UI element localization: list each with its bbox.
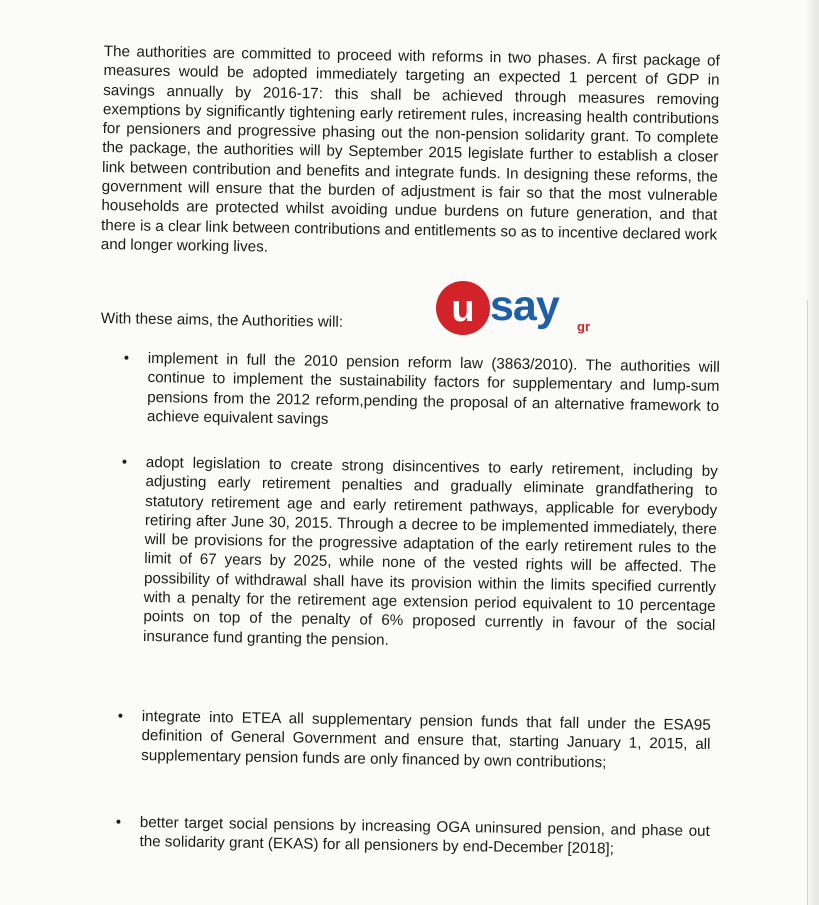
list-item (121, 453, 718, 655)
list-item-text: better target social pensions by increasing OGA uninsured pension, and phase out the solidarity grant (EKAS) for all pensioners by end-December [2018]; (139, 813, 710, 858)
list-item-text: adopt legislation to create strong disincentives to early retirement, including by adjusting early retirement penalties and gradually eliminate grandfathering to statutory retirement age and early retirement pathways, applicable for everybody retiring after June 30, 2015. Through a decree to be implemented immediately, there will be provisions for the progressive adaptation of the early retirement rules to the limit of 67 years by 2025, while none of the vested rights will be affected. The possibility of withdrawal shall have its provision within the limits specified currently with a penalty for the retirement age extension period equivalent to 10 percentage points on top of the penalty of 6% proposed currently in favour of the social insurance fund granting the pension. (142, 453, 718, 649)
usay-logo (434, 278, 604, 340)
bullet-icon: • (121, 453, 128, 471)
intro-paragraph: The authorities are committed to proceed with reforms in two phases. A first package of measures would be adopted immediately targeting an expected 1 percent of GDP in savings annually by 2016-17: this shall be achieved through measures removing exemptions by significantly tightening early retirement rules, increasing health contributions for pensioners and progressive phasing out the non-pension solidarity grant. To complete the package, the authorities will by September 2015 legislate further to establish a closer link between contribution and benefits and integrate funds. In designing these reforms, the government will ensure that the burden of adjustment is fair so that the most vulnerable households are protected whilst avoiding undue burdens on future generation, and that there is a clear link between contributions and entitlements so as to incentive declared work and longer working lives. (100, 42, 720, 256)
list-item-text: integrate into ETEA all supplementary pension funds that fall under the ESA95 definition of General Government and ensure that, starting January 1, 2015, all supplementary pension funds are only financed by own contributions; (141, 707, 711, 771)
bullet-icon: • (117, 707, 124, 725)
logo-word-say: say (490, 282, 559, 330)
bullet-icon: • (123, 349, 130, 367)
scan-edge-line (807, 300, 808, 905)
logo-suffix-gr: gr (577, 319, 590, 334)
list-item (123, 349, 720, 435)
logo-letter-u: u (451, 288, 475, 330)
bullet-icon: • (115, 813, 122, 831)
list-item (115, 813, 710, 861)
list-item (117, 707, 711, 774)
list-item-text: implement in full the 2010 pension reform law (3863/2010). The authorities will continue to implement the sustainability factors for supplementary and lump-sum pensions from the 2012 reform,pending the proposal of an alternative framework to achieve equivalent savings (146, 349, 720, 428)
aims-sentence: With these aims, the Authorities will: (100, 309, 344, 331)
